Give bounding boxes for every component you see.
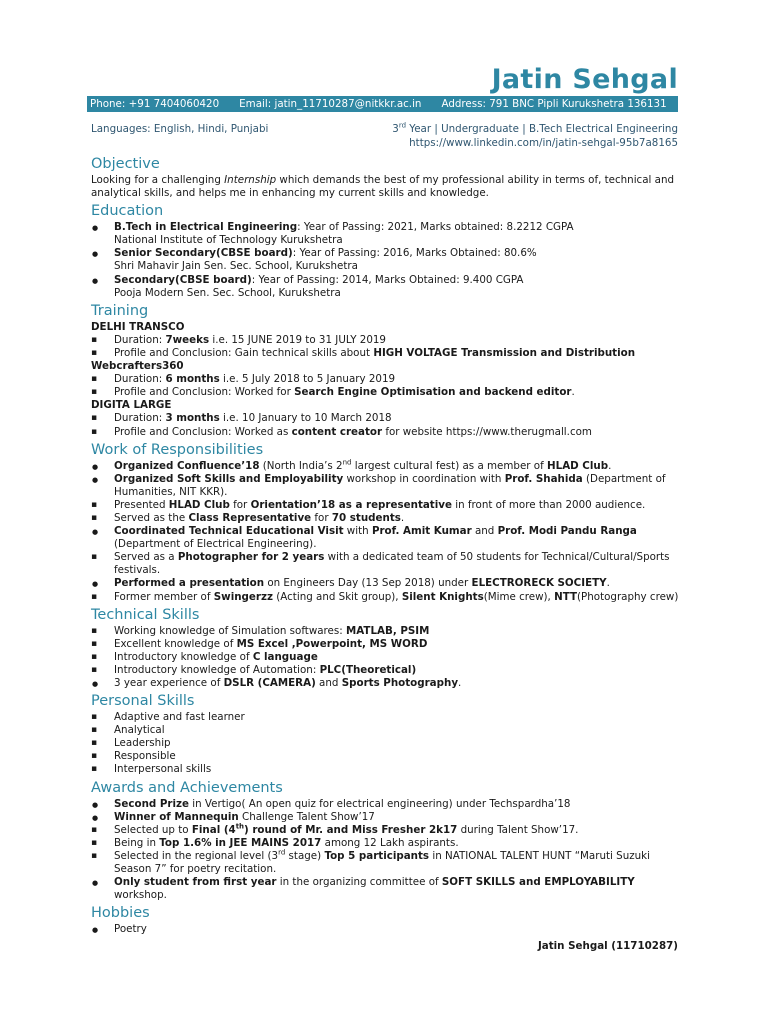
list-item: ▪ Profile and Conclusion: Worked for Search Engine Optimisation and backend editor. <box>91 386 681 399</box>
list-item: ● Organized Soft Skills and Employability workshop in coordination with Prof. Shahida (Department of Humanities, NIT KKR). <box>91 473 681 499</box>
address: Address: 791 BNC Pipli Kurukshetra 136131 <box>441 98 667 110</box>
training-list <box>91 334 681 360</box>
list-item: ▪ Analytical <box>91 724 681 737</box>
section-title-awards: Awards and Achievements <box>91 779 283 796</box>
personal-skills-list <box>91 711 681 776</box>
training-org: DIGITA LARGE <box>91 399 172 412</box>
list-item: ▪ Leadership <box>91 737 681 750</box>
program-info: 3rd Year | Undergraduate | B.Tech Electrical Engineering https://www.linkedin.com/in/jatin-sehgal-95b7a8165 <box>392 121 678 149</box>
list-item: ▪ Presented HLAD Club for Orientation’18 as a representative in front of more than 2000 audience. <box>91 499 681 512</box>
resume-body <box>91 153 681 936</box>
list-item: ▪ Duration: 3 months i.e. 10 January to 10 March 2018 <box>91 412 681 425</box>
technical-skills-list <box>91 625 681 690</box>
list-item: ▪ Duration: 7weeks i.e. 15 JUNE 2019 to 31 JULY 2019 <box>91 334 681 347</box>
list-item: ▪ Former member of Swingerzz (Acting and Skit group), Silent Knights(Mime crew), NTT(Photography crew) <box>91 591 681 604</box>
list-item: ▪ Interpersonal skills <box>91 763 681 776</box>
list-item: ▪ Served as a Photographer for 2 years with a dedicated team of 50 students for Technical/Cultural/Sports festivals. <box>91 551 681 577</box>
responsibilities-list <box>91 460 681 604</box>
list-item: ● Secondary(CBSE board): Year of Passing: 2014, Marks Obtained: 9.400 CGPA Pooja Modern Sen. Sec. School, Kurukshetra <box>91 274 681 300</box>
list-item: ▪ Duration: 6 months i.e. 5 July 2018 to 5 January 2019 <box>91 373 681 386</box>
list-item: ▪ Being in Top 1.6% in JEE MAINS 2017 among 12 Lakh aspirants. <box>91 837 681 850</box>
signature: Jatin Sehgal (11710287) <box>537 940 678 952</box>
languages: Languages: English, Hindi, Punjabi <box>91 123 269 135</box>
list-item: ● Performed a presentation on Engineers Day (13 Sep 2018) under ELECTRORECK SOCIETY. <box>91 577 681 590</box>
list-item: ● Poetry <box>91 923 681 936</box>
section-title-personal-skills: Personal Skills <box>91 693 195 710</box>
list-item: ▪ Working knowledge of Simulation softwares: MATLAB, PSIM <box>91 625 681 638</box>
objective-text: Looking for a challenging Internship which demands the best of my professional ability in terms of, technical and analytical skills, and helps me in enhancing my current skills and knowledge. <box>91 174 675 200</box>
list-item: ● Organized Confluence’18 (North India’s 2nd largest cultural fest) as a member of HLAD Club. <box>91 460 681 473</box>
list-item: ▪ Served as the Class Representative for 70 students. <box>91 512 681 525</box>
list-item: ▪ Introductory knowledge of C language <box>91 651 681 664</box>
contact-bar <box>87 96 678 112</box>
linkedin-link[interactable]: https://www.linkedin.com/in/jatin-sehgal-95b7a8165 <box>409 137 678 149</box>
list-item: ▪ Selected up to Final (4th) round of Mr. and Miss Fresher 2k17 during Talent Show’17. <box>91 824 681 837</box>
list-item: ▪ Selected in the regional level (3rd stage) Top 5 participants in NATIONAL TALENT HUNT “Maruti Suzuki Season 7” for poetry recitation. <box>91 850 681 876</box>
list-item: ● Winner of Mannequin Challenge Talent Show’17 <box>91 811 681 824</box>
training-list <box>91 373 681 399</box>
education-list <box>91 221 681 300</box>
list-item: ● Only student from first year in the organizing committee of SOFT SKILLS and EMPLOYABILITY workshop. <box>91 876 681 902</box>
list-item: ● 3 year experience of DSLR (CAMERA) and Sports Photography. <box>91 677 681 690</box>
section-title-responsibilities: Work of Responsibilities <box>91 441 264 458</box>
candidate-name: Jatin Sehgal <box>491 64 678 95</box>
section-title-technical-skills: Technical Skills <box>91 606 200 623</box>
phone: Phone: +91 7404060420 <box>90 98 220 110</box>
training-org: DELHI TRANSCO <box>91 320 185 333</box>
list-item: ● Second Prize in Vertigo( An open quiz for electrical engineering) under Techspardha’18 <box>91 798 681 811</box>
list-item: ▪ Adaptive and fast learner <box>91 711 681 724</box>
list-item: ● B.Tech in Electrical Engineering: Year of Passing: 2021, Marks obtained: 8.2212 CGPA National Institute of Technology Kurukshetra <box>91 221 681 247</box>
section-title-training: Training <box>91 302 149 319</box>
section-title-objective: Objective <box>91 156 160 172</box>
email[interactable]: Email: jatin_11710287@nitkkr.ac.in <box>239 98 422 110</box>
list-item: ▪ Introductory knowledge of Automation: PLC(Theoretical) <box>91 664 681 677</box>
list-item: ▪ Responsible <box>91 750 681 763</box>
training-list <box>91 412 681 438</box>
list-item: ● Coordinated Technical Educational Visit with Prof. Amit Kumar and Prof. Modi Pandu Ranga (Department of Electrical Engineering). <box>91 525 681 551</box>
awards-list <box>91 798 681 903</box>
list-item: ▪ Excellent knowledge of MS Excel ,Powerpoint, MS WORD <box>91 638 681 651</box>
hobbies-list <box>91 923 681 936</box>
list-item: ▪ Profile and Conclusion: Worked as content creator for website https://www.therugmall.com <box>91 426 681 439</box>
training-org: Webcrafters360 <box>91 360 184 373</box>
section-title-education: Education <box>91 203 164 220</box>
section-title-hobbies: Hobbies <box>91 905 150 922</box>
list-item: ● Senior Secondary(CBSE board): Year of Passing: 2016, Marks Obtained: 80.6% Shri Mahavir Jain Sen. Sec. School, Kurukshetra <box>91 247 681 273</box>
list-item: ▪ Profile and Conclusion: Gain technical skills about HIGH VOLTAGE Transmission and Distribution <box>91 347 681 360</box>
